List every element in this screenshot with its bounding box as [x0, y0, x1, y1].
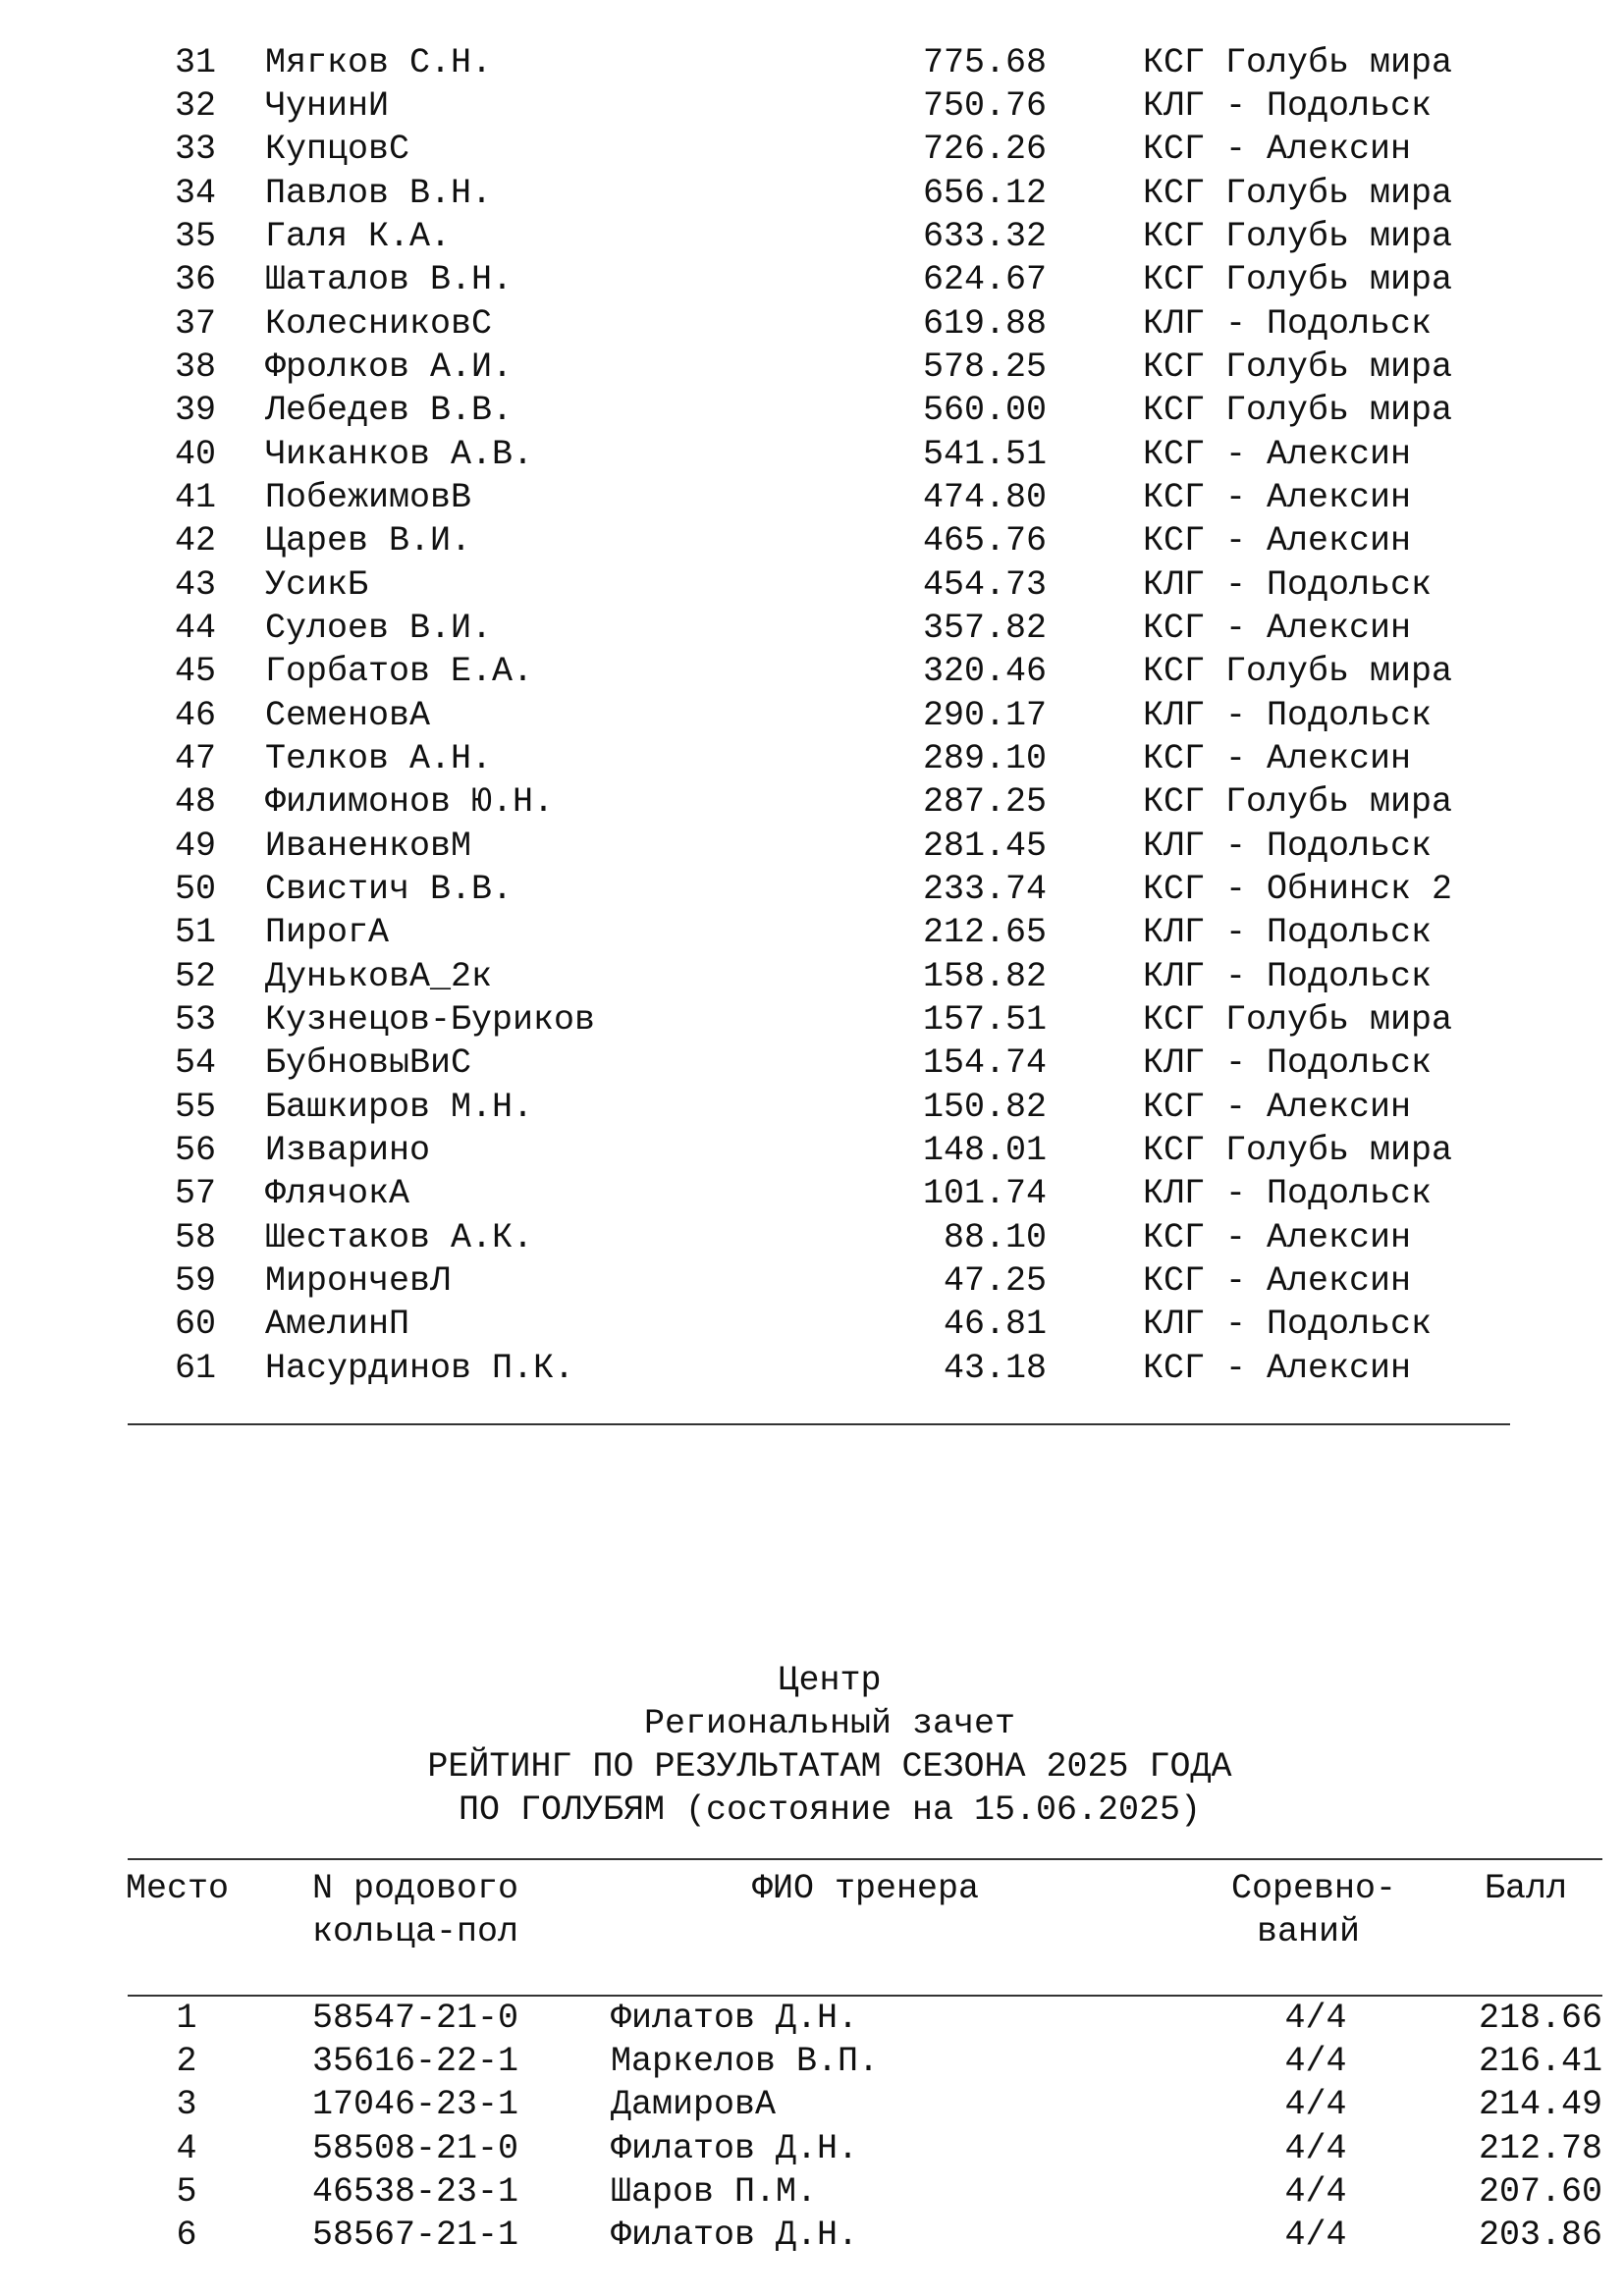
item-score: 233.74	[922, 870, 1047, 909]
item-club: КЛГ - Подольск	[1143, 913, 1433, 952]
cell-score: 203.86	[1478, 2216, 1602, 2255]
item-score: 541.51	[922, 435, 1047, 474]
cell-competitions: 4/4	[1284, 2172, 1347, 2212]
item-score: 454.73	[922, 565, 1047, 605]
item-score: 624.67	[922, 260, 1047, 299]
item-name: СеменовА	[265, 696, 431, 735]
item-club: КСГ - Алексин	[1143, 130, 1412, 169]
item-name: Насурдинов П.К.	[265, 1349, 575, 1388]
item-club: КСГ Голубь мира	[1143, 1000, 1453, 1040]
item-name: КолесниковС	[265, 304, 493, 344]
item-name: Фролков А.И.	[265, 347, 514, 387]
item-number: 38	[174, 347, 216, 387]
item-club: КСГ - Обнинск 2	[1143, 870, 1453, 909]
cell-ring: 46538-23-1	[312, 2172, 519, 2212]
item-club: КСГ Голубь мира	[1143, 347, 1453, 387]
item-score: 726.26	[922, 130, 1047, 169]
item-number: 37	[174, 304, 216, 344]
item-number: 46	[174, 696, 216, 735]
item-name: Царев В.И.	[265, 521, 472, 561]
cell-place: 5	[176, 2172, 197, 2212]
cell-place: 4	[176, 2129, 197, 2168]
item-club: КЛГ - Подольск	[1143, 696, 1433, 735]
item-number: 57	[174, 1174, 216, 1213]
item-club: КСГ Голубь мира	[1143, 652, 1453, 691]
header-ring-line2: кольца-пол	[312, 1912, 519, 1951]
item-name: МирончевЛ	[265, 1261, 452, 1301]
item-number: 55	[174, 1088, 216, 1127]
item-number: 40	[174, 435, 216, 474]
item-club: КСГ - Алексин	[1143, 1261, 1412, 1301]
item-score: 750.76	[922, 86, 1047, 126]
item-club: КСГ - Алексин	[1143, 1218, 1412, 1257]
header-trainer: ФИО тренера	[752, 1869, 980, 1908]
item-number: 45	[174, 652, 216, 691]
item-name: Башкиров М.Н.	[265, 1088, 534, 1127]
item-score: 43.18	[943, 1349, 1047, 1388]
item-name: Галя К.А.	[265, 217, 452, 256]
item-club: КСГ - Алексин	[1143, 739, 1412, 778]
item-name: Шестаков А.К.	[265, 1218, 534, 1257]
item-score: 633.32	[922, 217, 1047, 256]
item-name: Телков А.Н.	[265, 739, 493, 778]
item-name: ФлячокА	[265, 1174, 410, 1213]
item-name: ИваненковМ	[265, 827, 472, 866]
item-number: 44	[174, 609, 216, 648]
item-club: КСГ Голубь мира	[1143, 1131, 1453, 1170]
cell-ring: 58567-21-1	[312, 2216, 519, 2255]
item-number: 41	[174, 478, 216, 517]
item-score: 46.81	[943, 1305, 1047, 1344]
item-club: КЛГ - Подольск	[1143, 827, 1433, 866]
cell-trainer: Филатов Д.Н.	[611, 1999, 859, 2038]
list-end-divider	[128, 1423, 1510, 1425]
item-name: Горбатов Е.А.	[265, 652, 534, 691]
item-name: Сулоев В.И.	[265, 609, 493, 648]
item-score: 287.25	[922, 782, 1047, 822]
cell-ring: 17046-23-1	[312, 2085, 519, 2124]
item-club: КЛГ - Подольск	[1143, 86, 1433, 126]
item-number: 58	[174, 1218, 216, 1257]
item-score: 281.45	[922, 827, 1047, 866]
item-club: КСГ Голубь мира	[1143, 217, 1453, 256]
item-number: 43	[174, 565, 216, 605]
item-score: 101.74	[922, 1174, 1047, 1213]
header-place: Место	[126, 1869, 230, 1908]
item-score: 357.82	[922, 609, 1047, 648]
cell-ring: 35616-22-1	[312, 2042, 519, 2081]
report-title-line: ПО ГОЛУБЯМ (состояние на 15.06.2025)	[458, 1790, 1202, 1830]
item-club: КСГ Голубь мира	[1143, 174, 1453, 213]
item-name: Филимонов Ю.Н.	[265, 782, 555, 822]
table-top-divider	[128, 1858, 1602, 1860]
header-competitions-line2: ваний	[1257, 1912, 1361, 1951]
item-score: 560.00	[922, 391, 1047, 430]
item-name: ЧунинИ	[265, 86, 390, 126]
cell-competitions: 4/4	[1284, 2085, 1347, 2124]
item-number: 48	[174, 782, 216, 822]
item-number: 42	[174, 521, 216, 561]
item-score: 578.25	[922, 347, 1047, 387]
item-number: 31	[174, 43, 216, 82]
item-number: 59	[174, 1261, 216, 1301]
item-name: УсикБ	[265, 565, 369, 605]
item-club: КСГ Голубь мира	[1143, 43, 1453, 82]
item-score: 320.46	[922, 652, 1047, 691]
item-score: 47.25	[943, 1261, 1047, 1301]
item-score: 290.17	[922, 696, 1047, 735]
cell-place: 3	[176, 2085, 197, 2124]
cell-score: 207.60	[1478, 2172, 1602, 2212]
item-score: 158.82	[922, 957, 1047, 996]
header-score: Балл	[1485, 1869, 1568, 1908]
item-number: 49	[174, 827, 216, 866]
item-score: 289.10	[922, 739, 1047, 778]
item-score: 775.68	[922, 43, 1047, 82]
item-number: 61	[174, 1349, 216, 1388]
item-number: 35	[174, 217, 216, 256]
item-name: КупцовС	[265, 130, 410, 169]
report-title-line: Центр	[778, 1661, 882, 1700]
report-title-line: РЕЙТИНГ ПО РЕЗУЛЬТАТАМ СЕЗОНА 2025 ГОДА	[427, 1747, 1232, 1787]
cell-score: 212.78	[1478, 2129, 1602, 2168]
item-club: КСГ - Алексин	[1143, 609, 1412, 648]
item-number: 51	[174, 913, 216, 952]
cell-trainer: Маркелов В.П.	[611, 2042, 880, 2081]
item-name: ДуньковА_2к	[265, 957, 493, 996]
item-name: Свистич В.В.	[265, 870, 514, 909]
cell-score: 218.66	[1478, 1999, 1602, 2038]
item-number: 47	[174, 739, 216, 778]
item-score: 150.82	[922, 1088, 1047, 1127]
item-name: Чиканков А.В.	[265, 435, 534, 474]
cell-trainer: Филатов Д.Н.	[611, 2129, 859, 2168]
header-ring-line1: N родового	[312, 1869, 519, 1908]
item-club: КЛГ - Подольск	[1143, 957, 1433, 996]
item-name: Изварино	[265, 1131, 431, 1170]
item-club: КСГ Голубь мира	[1143, 391, 1453, 430]
item-name: ПобежимовВ	[265, 478, 472, 517]
item-club: КСГ - Алексин	[1143, 435, 1412, 474]
item-number: 39	[174, 391, 216, 430]
cell-competitions: 4/4	[1284, 2042, 1347, 2081]
item-score: 619.88	[922, 304, 1047, 344]
item-number: 60	[174, 1305, 216, 1344]
item-club: КЛГ - Подольск	[1143, 1043, 1433, 1083]
report-title-line: Региональный зачет	[643, 1704, 1016, 1743]
item-number: 56	[174, 1131, 216, 1170]
cell-trainer: Шаров П.М.	[611, 2172, 818, 2212]
item-club: КСГ - Алексин	[1143, 521, 1412, 561]
item-number: 52	[174, 957, 216, 996]
item-club: КСГ Голубь мира	[1143, 260, 1453, 299]
item-club: КЛГ - Подольск	[1143, 304, 1433, 344]
item-club: КСГ - Алексин	[1143, 478, 1412, 517]
cell-competitions: 4/4	[1284, 1999, 1347, 2038]
item-score: 212.65	[922, 913, 1047, 952]
item-number: 34	[174, 174, 216, 213]
item-score: 148.01	[922, 1131, 1047, 1170]
cell-competitions: 4/4	[1284, 2129, 1347, 2168]
item-score: 88.10	[943, 1218, 1047, 1257]
item-club: КЛГ - Подольск	[1143, 1305, 1433, 1344]
item-name: АмелинП	[265, 1305, 410, 1344]
cell-ring: 58508-21-0	[312, 2129, 519, 2168]
item-club: КСГ Голубь мира	[1143, 782, 1453, 822]
cell-score: 214.49	[1478, 2085, 1602, 2124]
item-number: 36	[174, 260, 216, 299]
item-number: 53	[174, 1000, 216, 1040]
cell-place: 1	[176, 1999, 197, 2038]
item-club: КСГ - Алексин	[1143, 1088, 1412, 1127]
item-name: ПирогА	[265, 913, 390, 952]
item-score: 157.51	[922, 1000, 1047, 1040]
cell-place: 2	[176, 2042, 197, 2081]
cell-ring: 58547-21-0	[312, 1999, 519, 2038]
item-score: 465.76	[922, 521, 1047, 561]
item-name: Мягков С.Н.	[265, 43, 493, 82]
item-number: 50	[174, 870, 216, 909]
item-number: 54	[174, 1043, 216, 1083]
item-name: Лебедев В.В.	[265, 391, 514, 430]
cell-trainer: Филатов Д.Н.	[611, 2216, 859, 2255]
item-score: 474.80	[922, 478, 1047, 517]
item-score: 656.12	[922, 174, 1047, 213]
cell-place: 6	[176, 2216, 197, 2255]
item-name: Кузнецов-Буриков	[265, 1000, 596, 1040]
item-score: 154.74	[922, 1043, 1047, 1083]
item-number: 32	[174, 86, 216, 126]
cell-trainer: ДамировА	[611, 2085, 777, 2124]
cell-competitions: 4/4	[1284, 2216, 1347, 2255]
item-club: КЛГ - Подольск	[1143, 1174, 1433, 1213]
item-name: Павлов В.Н.	[265, 174, 493, 213]
item-club: КСГ - Алексин	[1143, 1349, 1412, 1388]
item-club: КЛГ - Подольск	[1143, 565, 1433, 605]
item-name: БубновыВиС	[265, 1043, 472, 1083]
header-competitions-line1: Соревно-	[1231, 1869, 1397, 1908]
cell-score: 216.41	[1478, 2042, 1602, 2081]
item-name: Шаталов В.Н.	[265, 260, 514, 299]
item-number: 33	[174, 130, 216, 169]
